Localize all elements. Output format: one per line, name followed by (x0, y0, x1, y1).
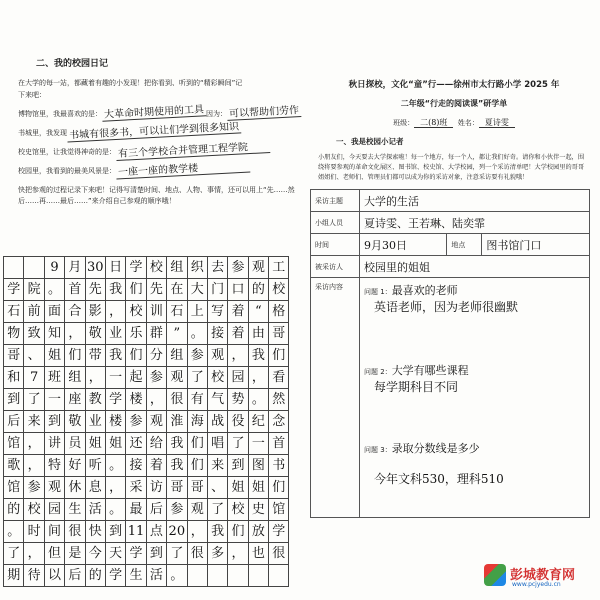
essay-cell: 姐 (249, 477, 269, 499)
essay-cell: 很 (65, 521, 85, 543)
essay-cell: 学 (106, 565, 126, 587)
essay-cell: 息 (86, 477, 106, 499)
answer-history: 有三个学校合并管理工程学院 (116, 137, 271, 161)
essay-cell: 哥 (4, 345, 24, 367)
essay-cell: ， (188, 521, 208, 543)
essay-cell: 时 (24, 521, 44, 543)
essay-cell: 校 (269, 279, 289, 301)
place-value: 图书馆门口 (482, 234, 590, 256)
essay-cell: 楼 (106, 411, 126, 433)
essay-cell: 听 (86, 455, 106, 477)
essay-cell: 们 (188, 433, 208, 455)
time-value: 9月30日 (360, 234, 447, 256)
essay-cell: 。 (106, 499, 126, 521)
reporter-section-title: 一、我是校园小记者 (336, 137, 404, 146)
essay-cell: 在 (167, 279, 187, 301)
essay-cell: 我 (249, 345, 269, 367)
fill-row-museum: 博物馆里，我最喜欢的是： 大革命时期使用的工具 因为： 可以帮助们劳作 (18, 103, 308, 122)
essay-cell: 组 (167, 345, 187, 367)
essay-cell: 前 (24, 301, 44, 323)
essay-cell: 着 (228, 323, 248, 345)
essay-cell: 哥 (167, 477, 187, 499)
essay-cell: 多 (208, 543, 228, 565)
reporter-intro: 小朋友们，今天要去大学探索啦！每一个地方，每一个人，都让我们好奇。请你和小伙伴一起，围绕将要参观的革命文化展区、图书馆、校史馆、大学校园，列一个采访清单吧！大学校园里的哥哥姐姐们、老师们、管理员们都可以成为你的采访对象，注意采访要有礼貌哦！ (318, 154, 585, 181)
essay-cell: 来 (208, 455, 228, 477)
essay-cell: 9 (45, 257, 65, 279)
essay-cell: 的 (249, 279, 269, 301)
essay-cell: 起 (126, 367, 146, 389)
essay-cell: 后 (4, 411, 24, 433)
essay-cell: 由 (249, 323, 269, 345)
essay-cell: 乐 (126, 323, 146, 345)
answer-museum-reason: 可以帮助们劳作 (227, 101, 302, 121)
essay-cell: 面 (45, 301, 65, 323)
essay-cell: 着 (228, 301, 248, 323)
essay-cell (208, 565, 228, 587)
question-1: 问题 1：最喜欢的老师 英语老师，因为老师很幽默 (364, 282, 585, 362)
essay-cell: 还 (126, 433, 146, 455)
essay-cell: 。 (188, 323, 208, 345)
essay-cell: 天 (106, 543, 126, 565)
essay-cell: 园 (228, 367, 248, 389)
essay-cell: ， (86, 367, 106, 389)
essay-cell: 院 (24, 279, 44, 301)
topic-value: 大学的生活 (360, 190, 590, 212)
essay-cell: 班 (45, 367, 65, 389)
essay-cell (188, 565, 208, 587)
essay-cell: 了 (24, 389, 44, 411)
essay-cell: 讲 (45, 433, 65, 455)
essay-cell: ， (249, 367, 269, 389)
essay-cell: 学 (126, 543, 146, 565)
essay-cell: 30 (86, 257, 106, 279)
essay-cell: 格 (269, 301, 289, 323)
essay-cell: 是 (65, 543, 85, 565)
essay-cell: 间 (45, 521, 65, 543)
essay-cell: 学 (4, 279, 24, 301)
essay-cell: 期 (4, 565, 24, 587)
essay-cell: 参 (126, 411, 146, 433)
essay-cell: 史 (249, 499, 269, 521)
essay-cell: 校 (208, 367, 228, 389)
answer-library: 书城有很多书，可以让们学到很多知识 (67, 117, 242, 142)
essay-cell (24, 257, 44, 279)
essay-cell: 观 (249, 257, 269, 279)
essay-cell: 特 (45, 455, 65, 477)
essay-cell: 以 (45, 565, 65, 587)
essay-cell: 组 (65, 367, 85, 389)
essay-cell: 校 (24, 499, 44, 521)
essay-cell: 姐 (86, 433, 106, 455)
essay-cell: 我 (106, 345, 126, 367)
essay-cell: 员 (65, 433, 85, 455)
questions-cell (360, 278, 590, 518)
essay-cell: 。 (249, 389, 269, 411)
essay-cell: 很 (167, 389, 187, 411)
essay-cell: 姐 (45, 345, 65, 367)
essay-cell: 但 (45, 543, 65, 565)
essay-grid (3, 256, 289, 587)
essay-cell: 哥 (188, 477, 208, 499)
essay-cell: 园 (45, 499, 65, 521)
essay-cell: ” (167, 323, 187, 345)
essay-cell: 月 (65, 257, 85, 279)
essay-cell: 。 (106, 455, 126, 477)
essay-cell: 校 (228, 499, 248, 521)
essay-cell: 石 (4, 301, 24, 323)
essay-cell: 观 (45, 477, 65, 499)
essay-cell: 们 (228, 521, 248, 543)
essay-cell: 一 (106, 367, 126, 389)
essay-cell: 口 (228, 279, 248, 301)
essay-cell: ， (228, 543, 248, 565)
essay-cell: 7 (24, 367, 44, 389)
essay-cell: 观 (167, 367, 187, 389)
essay-cell: 有 (188, 389, 208, 411)
answer-3: 今年文科530，理科510 (374, 472, 504, 486)
essay-cell: 一 (249, 433, 269, 455)
essay-cell: ， (147, 389, 167, 411)
essay-cell: ， (65, 323, 85, 345)
essay-cell: 我 (106, 279, 126, 301)
fill-row-library: 书城里，我发现 书城有很多书，可以让们学到很多知识 (18, 122, 308, 141)
essay-cell: 到 (147, 543, 167, 565)
essay-cell: 快 (86, 521, 106, 543)
essay-cell: 。 (167, 565, 187, 587)
logo-book-icon (484, 564, 506, 586)
essay-cell: 淮 (167, 411, 187, 433)
fill-row-history: 校史馆里，让我觉得神奇的是： 有三个学校合并管理工程学院 (18, 141, 308, 160)
essay-cell (4, 257, 24, 279)
essay-cell: 敬 (65, 411, 85, 433)
essay-cell (249, 565, 269, 587)
essay-cell: 了 (4, 543, 24, 565)
essay-cell: 观 (147, 411, 167, 433)
worksheet-title: 秋日探校，文化“童”行——徐州市太行路小学 2025 年 (348, 80, 560, 90)
essay-cell: 们 (126, 345, 146, 367)
row-time-place: 时间 9月30日 地点 图书馆门口 (311, 234, 590, 256)
essay-cell: 着 (147, 455, 167, 477)
essay-cell: 织 (188, 257, 208, 279)
essay-cell: 放 (249, 521, 269, 543)
essay-cell: 参 (147, 367, 167, 389)
essay-cell: 图 (249, 455, 269, 477)
essay-cell: 后 (65, 565, 85, 587)
essay-cell: 到 (4, 389, 24, 411)
essay-cell: 业 (86, 411, 106, 433)
essay-cell: 海 (188, 411, 208, 433)
essay-cell: 参 (188, 345, 208, 367)
essay-cell: 敬 (86, 323, 106, 345)
class-value: 二(8)班 (414, 118, 453, 128)
essay-cell: 势 (228, 389, 248, 411)
diary-task-instructions: 快把参观的过程记录下来吧！记得写清楚时间、地点、人物、事情，还可以用上“先……然后……再……最后……”来介绍自己参观的顺序哦！ (18, 186, 295, 205)
essay-cell: 的 (4, 499, 24, 521)
essay-cell: 了 (167, 543, 187, 565)
essay-cell: 学 (126, 257, 146, 279)
essay-cell: 很 (269, 543, 289, 565)
essay-cell: 访 (147, 477, 167, 499)
essay-cell: 石 (167, 301, 187, 323)
essay-cell: 歌 (4, 455, 24, 477)
essay-cell: 工 (269, 257, 289, 279)
essay-cell: 学 (269, 521, 289, 543)
essay-cell: 战 (208, 411, 228, 433)
essay-cell: 姐 (228, 477, 248, 499)
name-value: 夏诗雯 (479, 118, 515, 128)
essay-cell: 念 (269, 411, 289, 433)
essay-cell: 我 (167, 455, 187, 477)
answer-2: 每学期科目不同 (374, 380, 459, 394)
essay-cell: 首 (269, 433, 289, 455)
essay-cell: 了 (208, 499, 228, 521)
essay-cell: 给 (147, 433, 167, 455)
essay-cell: 一 (45, 389, 65, 411)
essay-cell: 和 (4, 367, 24, 389)
essay-cell: 的 (86, 565, 106, 587)
essay-cell: 11 (126, 521, 146, 543)
essay-cell: 。 (4, 521, 24, 543)
essay-cell: 们 (188, 455, 208, 477)
essay-cell: 役 (228, 411, 248, 433)
essay-cell: 20 (167, 521, 187, 543)
essay-cell: 大 (188, 279, 208, 301)
essay-cell: 日 (106, 257, 126, 279)
essay-cell: 唱 (208, 433, 228, 455)
essay-cell: ， (106, 301, 126, 323)
class-name-line: 班级： 二(8)班 姓名： 夏诗雯 (318, 117, 590, 128)
essay-cell: 生 (126, 565, 146, 587)
essay-cell: 们 (126, 279, 146, 301)
essay-cell: 采 (126, 477, 146, 499)
essay-cell: 后 (147, 499, 167, 521)
essay-cell: 们 (65, 345, 85, 367)
essay-cell: ， (24, 543, 44, 565)
essay-cell: 先 (147, 279, 167, 301)
essay-cell: 最 (126, 499, 146, 521)
essay-cell (228, 565, 248, 587)
row-members: 小组人员 夏诗雯、王若琳、陆奕霏 (311, 212, 590, 234)
interview-table (310, 189, 590, 518)
essay-cell: 很 (188, 543, 208, 565)
essay-cell: ， (24, 433, 44, 455)
essay-cell: 楼 (126, 389, 146, 411)
essay-cell: 馆 (4, 433, 24, 455)
essay-cell: 了 (228, 433, 248, 455)
essay-cell: 到 (106, 521, 126, 543)
essay-cell: 参 (228, 257, 248, 279)
essay-cell: 气 (208, 389, 228, 411)
essay-cell: 上 (188, 301, 208, 323)
essay-cell: 哥 (269, 323, 289, 345)
row-content: 采访内容 问题 1：最喜欢的老师 英语老师，因为老师很幽默 问题 2：大学有哪些课程 每学期科目不同 问题 3：录取分数线是多少 今年文科530，理科510 (311, 278, 590, 518)
essay-cell: 们 (269, 477, 289, 499)
essay-cell: 校 (126, 301, 146, 323)
essay-cell: 训 (147, 301, 167, 323)
essay-cell: 看 (269, 367, 289, 389)
essay-cell: 学 (106, 389, 126, 411)
essay-cell: 书 (269, 455, 289, 477)
question-2: 问题 2：大学有哪些课程 每学期科目不同 (364, 362, 585, 440)
essay-cell: 姐 (106, 433, 126, 455)
diary-section (18, 56, 308, 207)
essay-cell: 知 (45, 323, 65, 345)
essay-cell: 了 (188, 367, 208, 389)
essay-cell: 去 (208, 257, 228, 279)
essay-cell: 活 (147, 565, 167, 587)
essay-cell: 。 (45, 279, 65, 301)
essay-cell: 们 (269, 345, 289, 367)
row-interviewee: 被采访人 校园里的姐姐 (311, 256, 590, 278)
essay-cell: “ (249, 301, 269, 323)
essay-cell: 观 (188, 499, 208, 521)
essay-cell: ， (228, 345, 248, 367)
essay-cell (269, 565, 289, 587)
diary-intro: 在大学的每一站，都藏着有趣的小发现！把你看到、听到的“精彩瞬间”记 下来吧： (18, 79, 243, 99)
essay-cell: 参 (24, 477, 44, 499)
essay-cell: 业 (106, 323, 126, 345)
essay-cell: ， (106, 477, 126, 499)
essay-cell: 分 (147, 345, 167, 367)
essay-cell: 门 (208, 279, 228, 301)
essay-cell: 待 (24, 565, 44, 587)
essay-cell: 首 (65, 279, 85, 301)
row-topic: 采访主题 大学的生活 (311, 190, 590, 212)
essay-cell: 今 (86, 543, 106, 565)
essay-cell: 参 (167, 499, 187, 521)
essay-cell: 群 (147, 323, 167, 345)
essay-cell: 教 (86, 389, 106, 411)
essay-cell: 影 (86, 301, 106, 323)
watermark-logo: 彭城教育网 www.pcjyedu.cn (484, 562, 594, 592)
question-3: 问题 3：录取分数线是多少 今年文科530，理科510 (364, 440, 585, 487)
reporter-section (315, 78, 590, 518)
answer-1: 英语老师，因为老师很幽默 (374, 300, 519, 314)
essay-cell: 、 (208, 477, 228, 499)
essay-cell: 休 (65, 477, 85, 499)
essay-cell: 我 (208, 521, 228, 543)
essay-cell: 点 (147, 521, 167, 543)
fill-row-scenery: 校园里，我看到的最美风景是： 一座一座的教学楼 (18, 160, 308, 179)
diary-section-title: 二、我的校园日记 (36, 59, 109, 69)
essay-cell: ， (24, 455, 44, 477)
answer-museum: 大革命时期使用的工具 (102, 100, 207, 121)
answer-scenery: 一座一座的教学楼 (116, 157, 251, 180)
essay-cell: 馆 (269, 499, 289, 521)
essay-cell: 到 (45, 411, 65, 433)
essay-cell: 校 (147, 257, 167, 279)
essay-cell: 我 (167, 433, 187, 455)
essay-cell: 到 (228, 455, 248, 477)
worksheet-subtitle: 二年级“行走的阅读课”研学单 (400, 99, 508, 108)
essay-cell: 也 (249, 543, 269, 565)
essay-cell: 纪 (249, 411, 269, 433)
essay-cell: 致 (24, 323, 44, 345)
essay-cell: 先 (86, 279, 106, 301)
essay-cell: 观 (208, 345, 228, 367)
essay-cell: 来 (24, 411, 44, 433)
essay-cell: 合 (65, 301, 85, 323)
essay-cell: 接 (208, 323, 228, 345)
interviewee-value: 校园里的姐姐 (360, 256, 590, 278)
essay-cell: 、 (24, 345, 44, 367)
essay-cell: 活 (86, 499, 106, 521)
essay-cell: 带 (86, 345, 106, 367)
members-value: 夏诗雯、王若琳、陆奕霏 (360, 212, 590, 234)
essay-cell: 馆 (4, 477, 24, 499)
essay-cell: 物 (4, 323, 24, 345)
essay-cell: 生 (65, 499, 85, 521)
essay-cell: 然 (269, 389, 289, 411)
essay-cell: 写 (208, 301, 228, 323)
essay-cell: 组 (167, 257, 187, 279)
essay-cell: 座 (65, 389, 85, 411)
essay-cell: 接 (126, 455, 146, 477)
essay-cell: 好 (65, 455, 85, 477)
